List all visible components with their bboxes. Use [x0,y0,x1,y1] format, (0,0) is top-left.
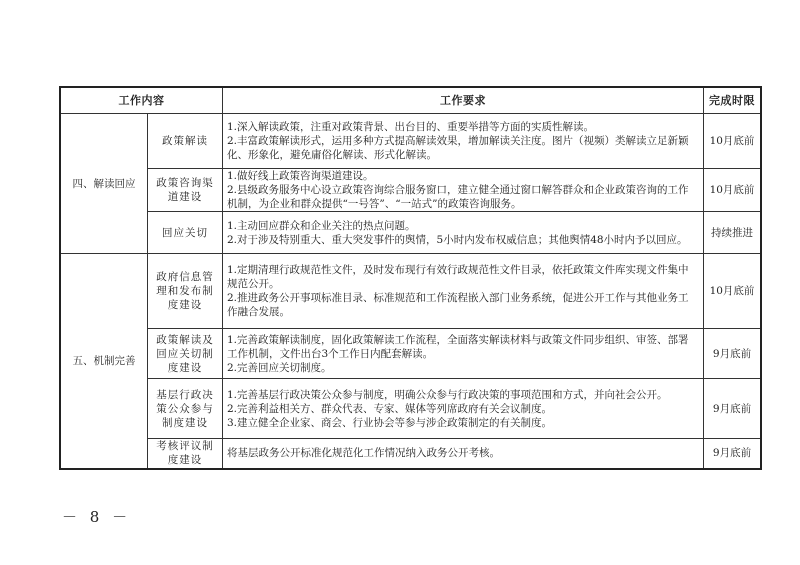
requirement-line: 2.对于涉及特别重大、重大突发事件的舆情，5小时内发布权威信息；其他舆情48小时内予以回应。 [227,233,688,246]
requirement-line: 2.完善回应关切制度。 [227,361,332,374]
requirement-line: 1.做好线上政策咨询渠道建设。 [227,170,374,182]
table-row [60,329,761,379]
table-body [60,114,761,469]
deadline-cell: 9月底前 [704,379,762,439]
subcategory-cell: 政策解读 [148,114,223,169]
table-row [60,379,761,439]
subcategory-cell: 考核评议制度建设 [148,439,223,469]
requirement-line: 1.主动回应群众和企业关注的热点问题。 [227,219,416,232]
requirements-cell [223,169,704,212]
requirement-line: 3.建立健全企业家、商会、行业协会等参与涉企政策制定的有关制度。 [227,416,553,429]
deadline-cell: 持续推进 [704,212,762,254]
deadline-cell: 10月底前 [704,169,762,212]
subcategory-cell: 基层行政决策公众参与制度建设 [148,379,223,439]
header-work-requirements: 工作要求 [223,87,704,114]
deadline-cell: 9月底前 [704,329,762,379]
requirement-line: 将基层政务公开标准化规范化工作情况纳入政务公开考核。 [227,447,500,460]
requirement-line: 1.完善基层行政决策公众参与制度，明确公众参与行政决策的事项范围和方式，并向社会公开。 [227,388,668,401]
page-number: － 8 － [62,508,132,526]
table-row [60,439,761,469]
deadline-cell: 9月底前 [704,439,762,469]
subcategory-cell: 政府信息管理和发布制度建设 [148,254,223,329]
requirement-line: 1.深入解读政策，注重对政策背景、出台目的、重要举措等方面的实质性解读。 [227,121,595,133]
requirements-cell [223,379,704,439]
requirements-cell [223,329,704,379]
deadline-cell: 10月底前 [704,114,762,169]
subcategory-cell: 回应关切 [148,212,223,254]
table-row [60,169,761,212]
table-row [60,114,761,169]
requirement-line: 2.推进政务公开事项标准目录、标准规范和工作流程嵌入部门业务系统，促进公开工作与其他业务工作融合发展。 [227,292,689,318]
table-row [60,212,761,254]
requirements-cell [223,212,704,254]
requirements-cell [223,439,704,469]
requirement-line: 2.丰富政策解读形式，运用多种方式提高解读效果，增加解读关注度。图片（视频）类解读立足新颖化、形象化，避免庸俗化解读、形式化解读。 [227,135,689,161]
deadline-cell: 10月底前 [704,254,762,329]
header-deadline: 完成时限 [704,87,762,114]
policy-work-table [59,86,762,470]
requirements-cell [223,254,704,329]
table-row [60,254,761,329]
requirements-cell [223,114,704,169]
category-cell: 四、解读回应 [60,114,148,254]
requirement-line: 1.完善政策解读制度，固化政策解读工作流程，全面落实解读材料与政策文件同步组织、审签、部署工作机制，文件出台3个工作日内配套解读。 [227,333,689,360]
header-work-content: 工作内容 [60,87,223,114]
requirement-line: 2.完善利益相关方、群众代表、专家、媒体等列席政府有关会议制度。 [227,402,553,415]
subcategory-cell: 政策解读及回应关切制度建设 [148,329,223,379]
requirement-line: 2.县级政务服务中心设立政策咨询综合服务窗口，建立健全通过窗口解答群众和企业政策咨询的工作机制，为企业和群众提供“一号答”、“一站式”的政策咨询服务。 [227,184,689,210]
table-header-row [60,87,761,114]
requirement-line: 1.定期清理行政规范性文件，及时发布现行有效行政规范性文件目录，依托政策文件库实现文件集中规范公开。 [227,264,689,290]
category-cell: 五、机制完善 [60,254,148,469]
subcategory-cell: 政策咨询渠道建设 [148,169,223,212]
